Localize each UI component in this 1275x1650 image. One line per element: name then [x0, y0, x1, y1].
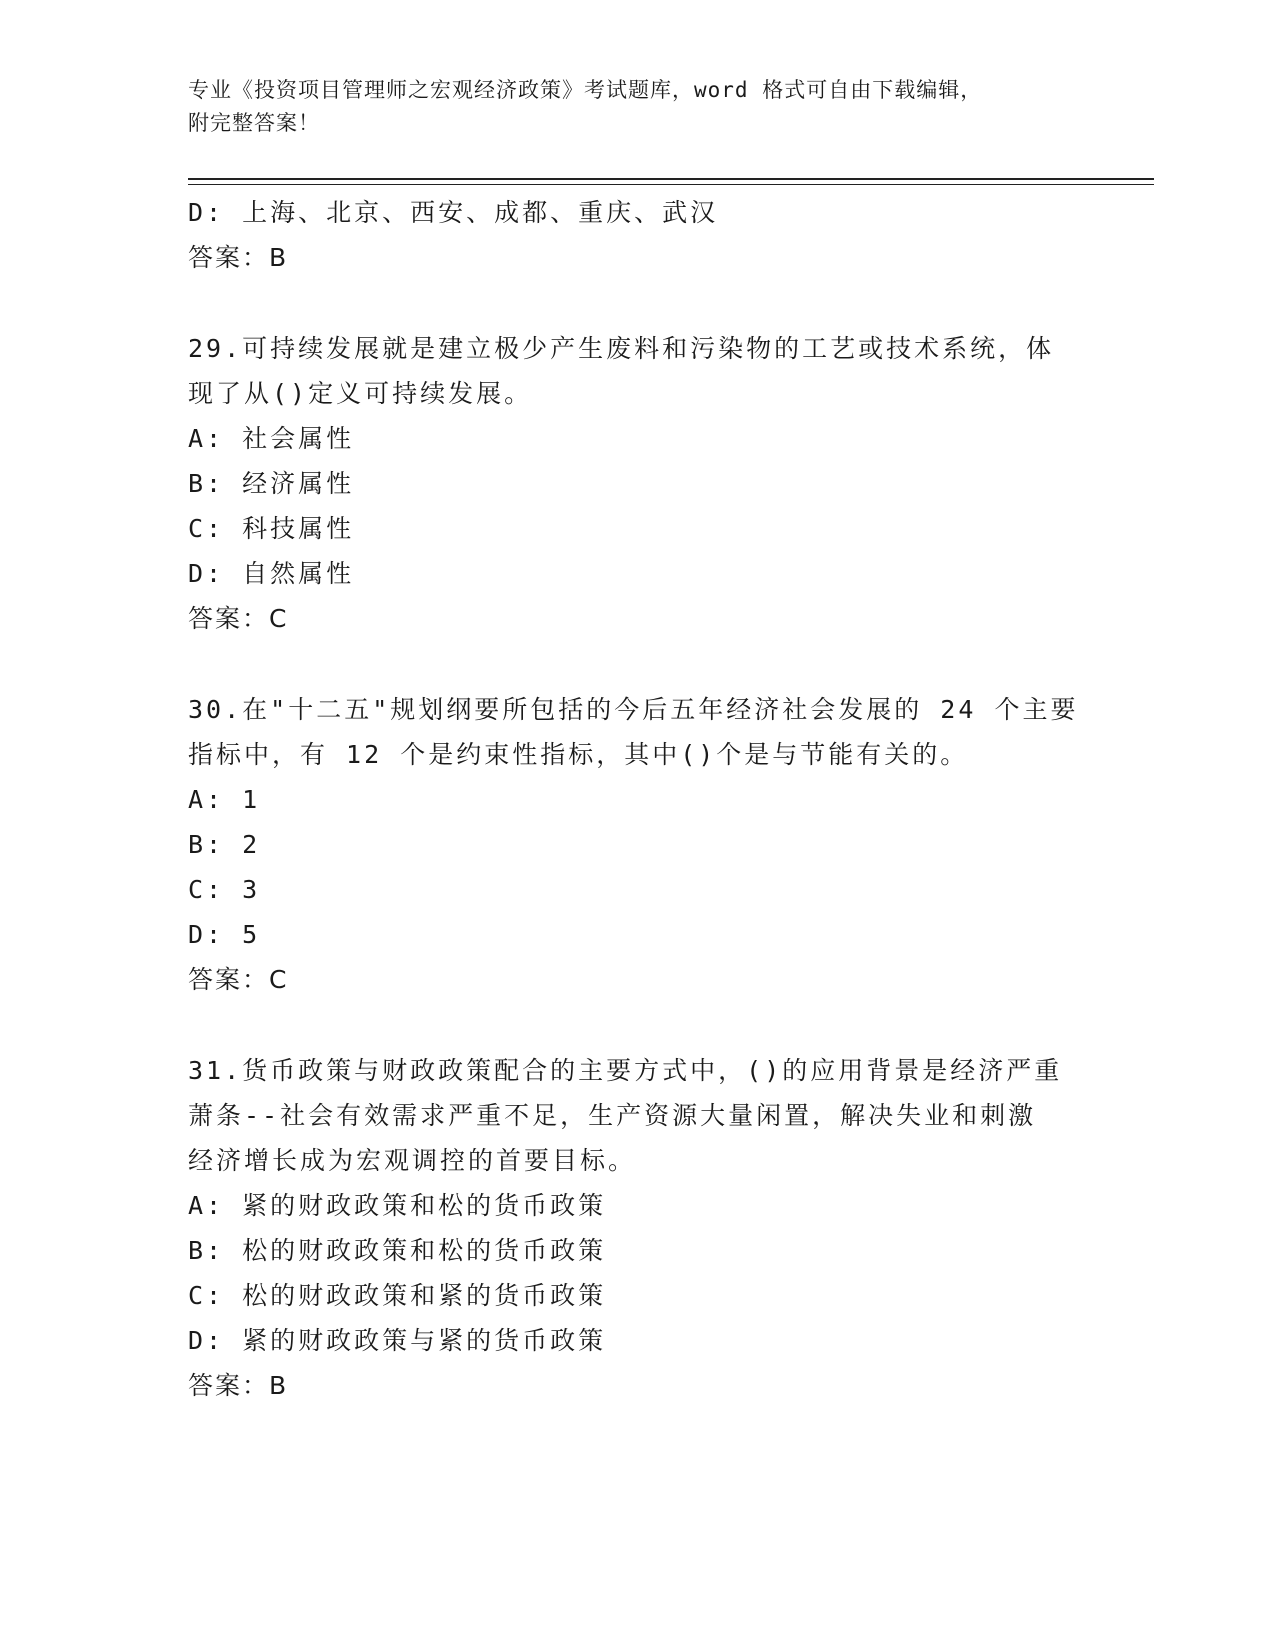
option-d: D: 5 [188, 920, 261, 949]
header-line-2: 附完整答案！ [188, 111, 320, 135]
option-d: D: 紧的财政政策与紧的货币政策 [188, 1326, 607, 1355]
document-header [188, 74, 1068, 140]
option-b: B: 2 [188, 830, 261, 859]
question-text-line-2: 指标中，有 12 个是约束性指标，其中()个是与节能有关的。 [188, 740, 969, 769]
header-line-1: 专业《投资项目管理师之宏观经济政策》考试题库，word 格式可自由下载编辑， [188, 78, 983, 102]
option-c: C: 3 [188, 875, 261, 904]
option-a: A: 1 [188, 785, 261, 814]
answer-line: 答案：C [188, 965, 289, 994]
question-list [188, 190, 1088, 1408]
option-d: D: 上海、北京、西安、成都、重庆、武汉 [188, 198, 719, 227]
answer-line: 答案：B [188, 243, 289, 272]
question-text-line-1: 31.货币政策与财政政策配合的主要方式中，()的应用背景是经济严重 [188, 1056, 1063, 1085]
question-text-line-2: 现了从()定义可持续发展。 [188, 379, 533, 408]
spacer [188, 1002, 1088, 1048]
header-divider [188, 178, 1154, 185]
question-31 [188, 1048, 1088, 1408]
option-c: C: 松的财政政策和紧的货币政策 [188, 1281, 607, 1310]
question-29 [188, 326, 1088, 641]
option-d: D: 自然属性 [188, 559, 355, 588]
answer-line: 答案：B [188, 1371, 289, 1400]
question-text-line-1: 30.在"十二五"规划纲要所包括的今后五年经济社会发展的 24 个主要 [188, 695, 1079, 724]
question-text-line-1: 29.可持续发展就是建立极少产生废料和污染物的工艺或技术系统，体 [188, 334, 1055, 363]
option-a: A: 紧的财政政策和松的货币政策 [188, 1191, 607, 1220]
previous-question-tail [188, 190, 1088, 280]
spacer [188, 641, 1088, 687]
answer-line: 答案：C [188, 604, 289, 633]
question-text-line-3: 经济增长成为宏观调控的首要目标。 [188, 1146, 637, 1175]
option-b: B: 经济属性 [188, 469, 355, 498]
option-c: C: 科技属性 [188, 514, 355, 543]
option-a: A: 社会属性 [188, 424, 355, 453]
question-text-line-2: 萧条--社会有效需求严重不足，生产资源大量闲置，解决失业和刺激 [188, 1101, 1037, 1130]
option-b: B: 松的财政政策和松的货币政策 [188, 1236, 607, 1265]
question-30 [188, 687, 1088, 1002]
spacer [188, 280, 1088, 326]
